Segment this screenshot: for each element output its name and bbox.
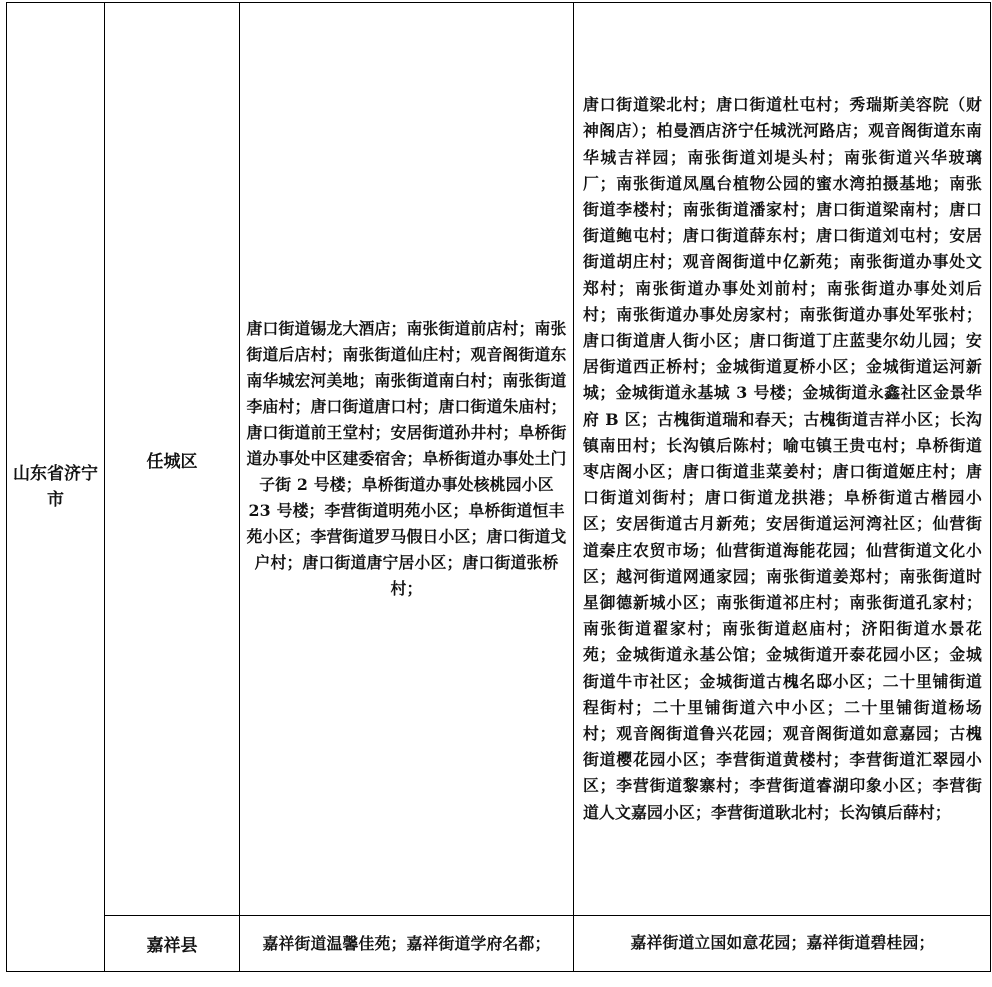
table-row: [7, 916, 991, 972]
district-cell: [105, 3, 240, 916]
city-cell: [7, 3, 105, 972]
middle-list-text: 唐口街道锡龙大酒店；南张街道前店村；南张街道后店村；南张街道仙庄村；观音阁街道东南华城宏河美地；南张街道南白村；南张街道李庙村；唐口街道唐口村；唐口街道朱庙村；唐口街道前王堂村；安居街道孙井村；阜桥街道办事处中区建委宿舍；阜桥街道办事处土门子街 2 号楼；阜桥街道办事处核桃园小区 23 号楼；李营街道明苑小区；阜桥街道恒丰苑小区；李营街道罗马假日小区；唐口街道戈户村；唐口街道唐宁居小区；唐口街道张桥村；: [246, 319, 567, 598]
right-list-cell: [574, 916, 991, 972]
city-name: 山东省济宁市: [13, 464, 98, 510]
district-name: 任城区: [146, 451, 198, 472]
right-list-text: 唐口街道梁北村；唐口街道杜屯村；秀瑞斯美容院（财神阁店）；柏曼酒店济宁任城洸河路店；观音阁街道东南华城吉祥园；南张街道刘堤头村；南张街道兴华玻璃厂；南张街道凤凰台植物公园的蜜水湾拍摄基地；南张街道李楼村；南张街道潘家村；唐口街道梁南村；唐口街道鲍屯村；唐口街道薛东村；唐口街道刘屯村；安居街道胡庄村；观音阁街道中亿新苑；南张街道办事处文郑村；南张街道办事处刘前村；南张街道办事处刘后村；南张街道办事处房家村；南张街道办事处军张村；唐口街道唐人街小区；唐口街道丁庄蓝斐尔幼儿园；安居街道西正桥村；金城街道夏桥小区；金城街道运河新城；金城街道永基城 3 号楼；金城街道永鑫社区金景华府 B 区；古槐街道瑞和春天；古槐街道吉祥小区；长沟镇南田村；长沟镇后陈村；喻屯镇王贵屯村；阜桥街道枣店阁小区；唐口街道韭菜姜村；唐口街道姬庄村；唐口街道刘街村；唐口街道龙拱港；阜桥街道古楷园小区；安居街道古月新苑；安居街道运河湾社区；仙营街道秦庄农贸市场；仙营街道海能花园；仙营街道文化小区；越河街道网通家园；南张街道姜郑村；南张街道时星御德新城小区；南张街道祁庄村；南张街道孔家村；南张街道翟家村；南张街道赵庙村；济阳街道水景花苑；金城街道永基公馆；金城街道开泰花园小区；金城街道牛市社区；金城街道古槐名邸小区；二十里铺街道程街村；二十里铺街道六中小区；二十里铺街道杨场村；观音阁街道鲁兴花园；观音阁街道如意嘉园；古槐街道樱花园小区；李营街道黄楼村；李营街道汇翠园小区；李营街道黎寨村；李营街道睿湖印象小区；李营街道人文嘉园小区；李营街道耿北村；长沟镇后薛村；: [583, 95, 982, 822]
middle-list-cell: [240, 3, 574, 916]
right-list-cell: [574, 3, 991, 916]
middle-list-cell: [240, 916, 574, 972]
district-name: 嘉祥县: [146, 936, 198, 956]
risk-area-table: [6, 2, 991, 972]
table-row: [7, 3, 991, 916]
middle-list-text: 嘉祥街道温馨佳苑；嘉祥街道学府名都；: [262, 933, 551, 953]
right-list-text: 嘉祥街道立国如意花园；嘉祥街道碧桂园；: [630, 933, 935, 953]
district-cell: [105, 916, 240, 972]
